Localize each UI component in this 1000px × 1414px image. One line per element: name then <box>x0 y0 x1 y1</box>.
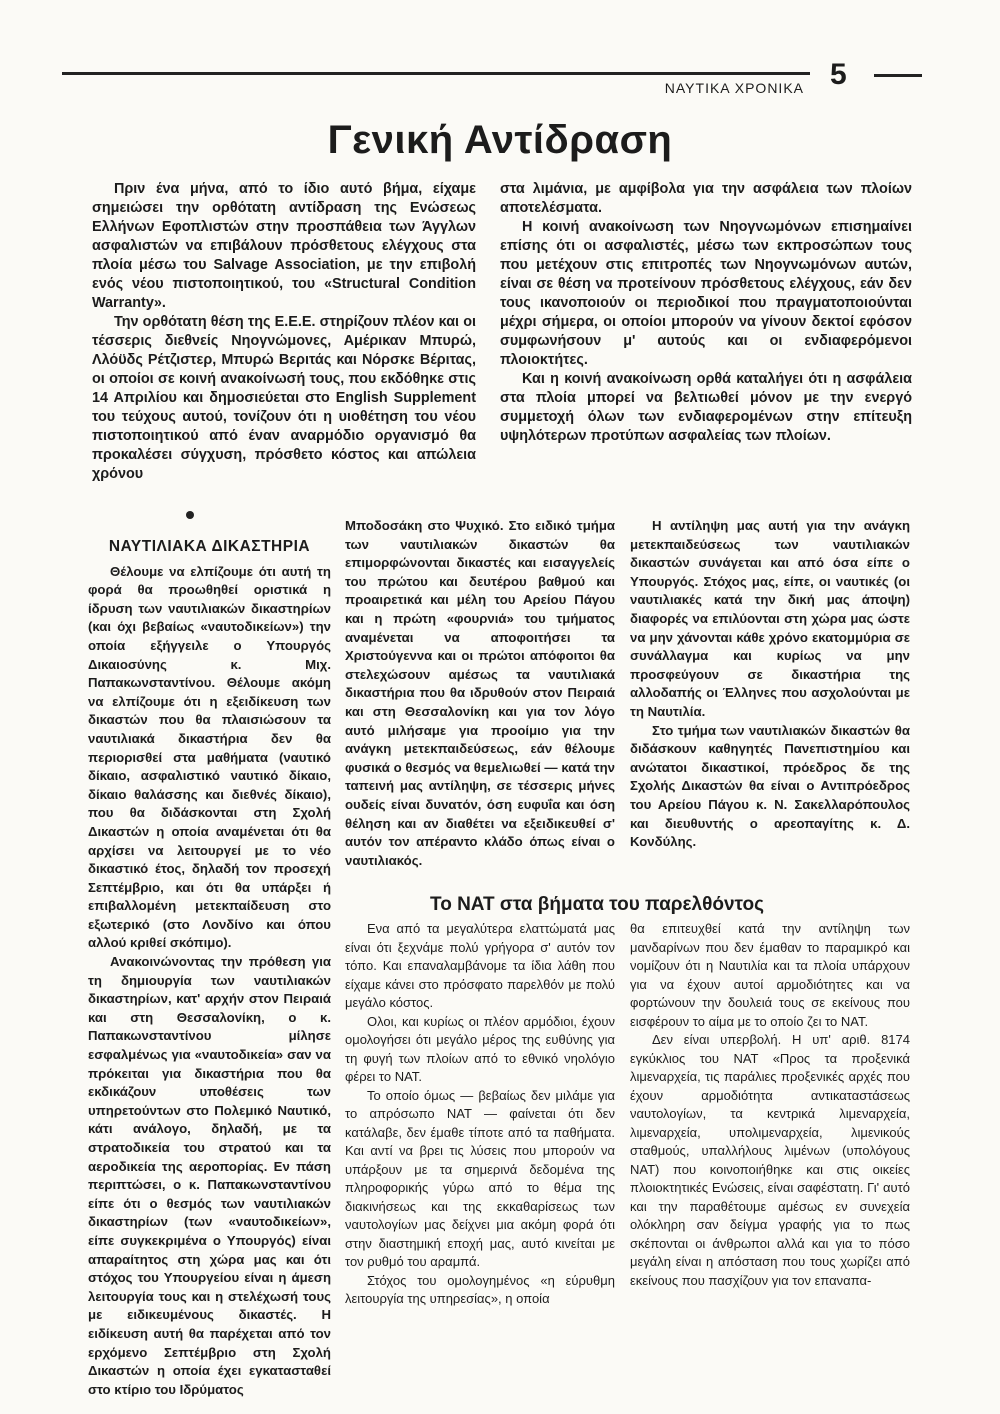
nat-paragraph: Το οποίο όμως — βεβαίως δεν μιλάμε για το απρόσωπο ΝΑΤ — φαίνεται ότι δεν κατάλαβε, δεν έμαθε τίποτε από τα παθήματα. Και αντί να βρει τις λύσεις που μπορούν να υπάρξουν με τα σημερινά δεδομένα της πληροφορικής γύρω από το θέμα της διακινήσεως και της εκκαθαρίσεως των ναυτολογίων μας δείχνει μια ακόμη φορά ότι στην διαστημική εποχή μας, αυτό κινείται με τον ρυθμό του αραμπά. <box>345 1087 615 1269</box>
courts-paragraph: Η αντίληψη μας αυτή για την ανάγκη μετεκπαιδεύσεως των ναυτιλιακών δικαστών συνάγεται και από όσα είπε ο Υπουργός. Στόχος μας, είπε, οι ναυτικές (οι ναυτιλιακές κατά την δική μας άποψη) διαφορές να επιλύονται στη χώρα μας ώστε να μην χάνονται κάθε χρόνο εκατομμύρια σε συνάλλαγμα και κυρίως να μην προσφεύγουν σε δικαστήρια της αλλοδαπής οι Έλληνες που ασχολούνται με τη Ναυτιλία. <box>630 518 910 719</box>
courts-column-2 <box>345 517 615 870</box>
nat-paragraph: Στόχος του ομολογημένος «η εύρυθμη λειτουργία της υπηρεσίας», η οποία <box>345 1272 615 1306</box>
nat-paragraph: θα επιτευχθεί κατά την αντίληψη των μανδαρίνων που δεν έμαθαν το παραμικρό και νομίζουν ότι η Ναυτιλία και τα πλοία υπάρχουν για να έχουν αυτοί αρμοδιότητες και να φορτώνουν την δουλειά τους σε εκείνους που εισφέρουν το αίμα με το οποίο ζει το ΝΑΤ. <box>630 921 910 1029</box>
courts-column-3 <box>630 517 910 852</box>
editorial-paragraph: στα λιμάνια, με αμφίβολα για την ασφάλεια των πλοίων αποτελέσματα. <box>500 181 912 216</box>
courts-paragraph: Ανακοινώνοντας την πρόθεση για τη δημιουργία των ναυτιλιακών δικαστηρίων, κατ' αρχήν στον Πειραιά και στη Θεσσαλονίκη, ο κ. Παπακωνσταντίνου μίλησε εσφαλμένως για «ναυτοδικεία» σαν να πρόκειται για δικαστήρια που θα εκδικάζουν υποθέσεις των υπηρετούντων στο Πολεμικό Ναυτικό, κάτι ανάλογο, δηλαδή, με τα στρατοδικεία του στρατού και τα αεροδικεία της αεροπορίας. Εν πάση περιπτώσει, ο κ. Παπακωνσταντίνου είπε ότι ο θεσμός των ναυτιλιακών δικαστηρίων (των «ναυτοδικείων», είπε συγκεκριμένα ο Υπουργός) είναι απαραίτητος στη χώρα μας και ότι στόχος του Υπουργείου είναι η άμεση λειτουργία τους και η στελέχωσή τους με ειδικευμένους δικαστές. Η ειδίκευση αυτή θα παρέχεται από τον ερχόμενο Σεπτέμβριο στη Σχολή Δικαστών η οποία έχει εγκατασταθεί στο κτίριο του Ιδρύματος <box>88 954 331 1397</box>
nat-paragraph: Δεν είναι υπερβολή. Η υπ' αριθ. 8174 εγκύκλιος του ΝΑΤ «Προς τα προξενικά λιμεναρχεία, τις παράλιες προξενικές αρχές που έχουν αρμοδιότητα αντικαταστάσεως ναυτολογίων, τα κεντρικά λιμεναρχεία, λιμεναρχεία, υπολιμεναρχεία, λιμενικούς σταθμούς, υπαλλήλους λιμένων (υπολόγους ΝΑΤ) που κοινοποιήθηκε και στις οικείες πλοιοκτητικές Ενώσεις, είναι σαφέστατη. Γι' αυτό και την παραθέτουμε αμέσως εν συνεχεία ολόκληρη σαν δείγμα γραφής για το πως σκέπονται οι άνθρωποι αλλά και για το πόσο μεγάλη είναι η απόσταση που τους χωρίζει από εκείνους που πασχίζουν για τον επαναπα- <box>630 1032 910 1288</box>
editorial-column-left <box>92 180 476 484</box>
nat-column-2 <box>630 920 910 1290</box>
editorial-paragraph: Την ορθότατη θέση της Ε.Ε.Ε. στηρίζουν πλέον και οι τέσσερις διεθνείς Νηογνώμονες, Αμέρικαν Μπυρώ, Λλόϋδς Ρέτζιστερ, Μπυρώ Βεριτάς και Νόρσκε Βέριτας, οι οποίοι σε κοινή ανακοίνωσή τους, που εκδόθηκε στις 14 Απριλίου και δημοσιεύεται στο English Supplement του τεύχους αυτού, τονίζουν ότι η υιοθέτηση του νέου πιστοποιητικού από έναν αναρμόδιο οργανισμό θα προκαλέσει σύγχυση, πρόσθετο κόστος και απώλεια χρόνου <box>92 314 476 482</box>
courts-paragraph: Θέλουμε να ελπίζουμε ότι αυτή τη φορά θα προωθηθεί οριστικά η ίδρυση των ναυτιλιακών δικαστηρίων (και όχι βεβαίως «ναυτοδικείων») την οποία εξήγγειλε ο Υπουργός Δικαιοσύνης κ. Μιχ. Παπακωνσταντίνου. Θέλουμε ακόμη να ελπίζουμε ότι η εξειδίκευση των δικαστών που θα πλαισιώσουν τα ναυτιλιακά δικαστήρια δεν θα περιορισθεί στα μαθήματα (ναυτικό δίκαιο, ασφαλιστικό ναυτικό δίκαιο, δίκαιο θαλάσσης και διεθνές δίκαιο), που θα διδάσκονται στη Σχολή Δικαστών η οποία αναμένεται ότι θα αρχίσει να λειτουργεί με το νέο δικαστικό έτος, δηλαδή τον προσεχή Σεπτέμβριο, και ότι θα υπάρξει ή επιβαλλομένη μετεκπαίδευση στο εξωτερικό (στο Λονδίνο και όπου αλλού κριθεί σκόπιμο). <box>88 563 331 951</box>
page-header <box>62 58 922 118</box>
header-rule-left <box>62 72 810 75</box>
bullet-separator <box>186 511 194 519</box>
courts-paragraph: Μποδοσάκη στο Ψυχικό. Στο ειδικό τμήμα των ναυτιλιακών δικαστών θα επιμορφώνονται δικαστές και εισαγγελείς του πρώτου και δευτέρου βαθμού και προαιρετικά και μέλη του Αρείου Πάγου και η πρώτη «φουρνιά» του τμήματος αναμένεται να αποφοιτήσει τα Χριστούγεννα και οι πρώτοι απόφοιτοι θα στελεχώσουν αμέσως τα ναυτιλιακά δικαστήρια που θα ιδρυθούν στον Πειραιά και στη Θεσσαλονίκη και για τον λόγο αυτό μιλήσαμε για προοίμιο για την ανάγκη μετεκπαιδεύσεως, εάν θέλουμε φυσικά ο θεσμός να θεμελιωθεί — κατά την ταπεινή μας αντίληψη, σε τέσσερις μήνες ουδείς είναι δυνατόν, όση ευφυΐα και όση θέληση και αν διαθέτει να εξειδικευθεί σ' αυτόν τον απέραντο κλάδο όπως είναι ο ναυτιλιακός. <box>345 518 615 868</box>
newspaper-name: ΝΑΥΤΙΚΑ ΧΡΟΝΙΚΑ <box>664 80 804 96</box>
editorial-column-right <box>500 180 912 446</box>
courts-section-title: ΝΑΥΤΙΛΙΑΚΑ ΔΙΚΑΣΤΗΡΙΑ <box>108 538 311 555</box>
nat-article-title: Το ΝΑΤ στα βήματα του παρελθόντος <box>430 894 764 915</box>
nat-paragraph: Ολοι, και κυρίως οι πλέον αρμόδιοι, έχουν ομολογήσει ότι μεγάλο μέρος της ευθύνης για τη φυγή των πλοίων από το εθνικό νηολόγιο φέρει το ΝΑΤ. <box>345 1013 615 1084</box>
nat-column-1 <box>345 920 615 1309</box>
editorial-headline: Γενική Αντίδραση <box>327 118 673 162</box>
nat-paragraph: Ενα από τα μεγαλύτερα ελαττώματά μας είναι ότι ξεχνάμε πολύ γρήγορα σ' αυτόν τον τόπο. Και επαναλαμβάνομε τα ίδια λάθη που είχαμε κάνει στο πρόσφατο παρελθόν με πολύ μεγάλο κόστος. <box>345 921 615 1010</box>
editorial-paragraph: Και η κοινή ανακοίνωση ορθά καταλήγει ότι η ασφάλεια στα πλοία μπορεί να βελτιωθεί μόνον με την ενεργό συμμετοχή όλων των ενδιαφερομένων στην επίτευξη υψηλότερων προτύπων ασφαλείας των πλοίων. <box>500 371 912 444</box>
page-number: 5 <box>830 58 847 91</box>
editorial-paragraph: Η κοινή ανακοίνωση των Νηογνωμόνων επισημαίνει επίσης ότι οι ασφαλιστές, μέσω των εκπροσώπων τους που μετέχουν στις επιτροπές των Νηογνωμόνων αυτών, είναι σε θέση να προτείνουν πρόσθετους ελέγχους, εάν δεν τους ικανοποιούν οι περιοδικοί που πραγματοποιούνται μέχρι σήμερα, οι οποίοι μπορούν να γίνουν δεκτοί εφόσον συμφωνήσουν μ' αυτούς και οι ενδιαφερόμενοι πλοιοκτήτες. <box>500 219 912 368</box>
courts-paragraph: Στο τμήμα των ναυτιλιακών δικαστών θα διδάσκουν καθηγητές Πανεπιστημίου και ανώτατοι δικαστικοί, πρόεδρος δε της Σχολής Δικαστών θα είναι ο Αντιπρόεδρος του Αρείου Πάγου κ. Ν. Σακελλαρόπουλος και διευθυντής ο αρεοπαγίτης κ. Δ. Κονδύλης. <box>630 722 910 850</box>
editorial-paragraph: Πριν ένα μήνα, από το ίδιο αυτό βήμα, είχαμε σημειώσει την ορθότατη αντίδραση της Ενώσεως Ελλήνων Εφοπλιστών στην προσπάθεια των Άγγλων ασφαλιστών να επιβάλουν πρόσθετους ελέγχους στα πλοία μέσω του Salvage Association, με την επιβολή ενός νέου πιστοποιητικού, του «Structural Condition Warranty». <box>92 181 476 311</box>
header-rule-right <box>874 74 922 77</box>
courts-column-1 <box>88 538 331 1399</box>
